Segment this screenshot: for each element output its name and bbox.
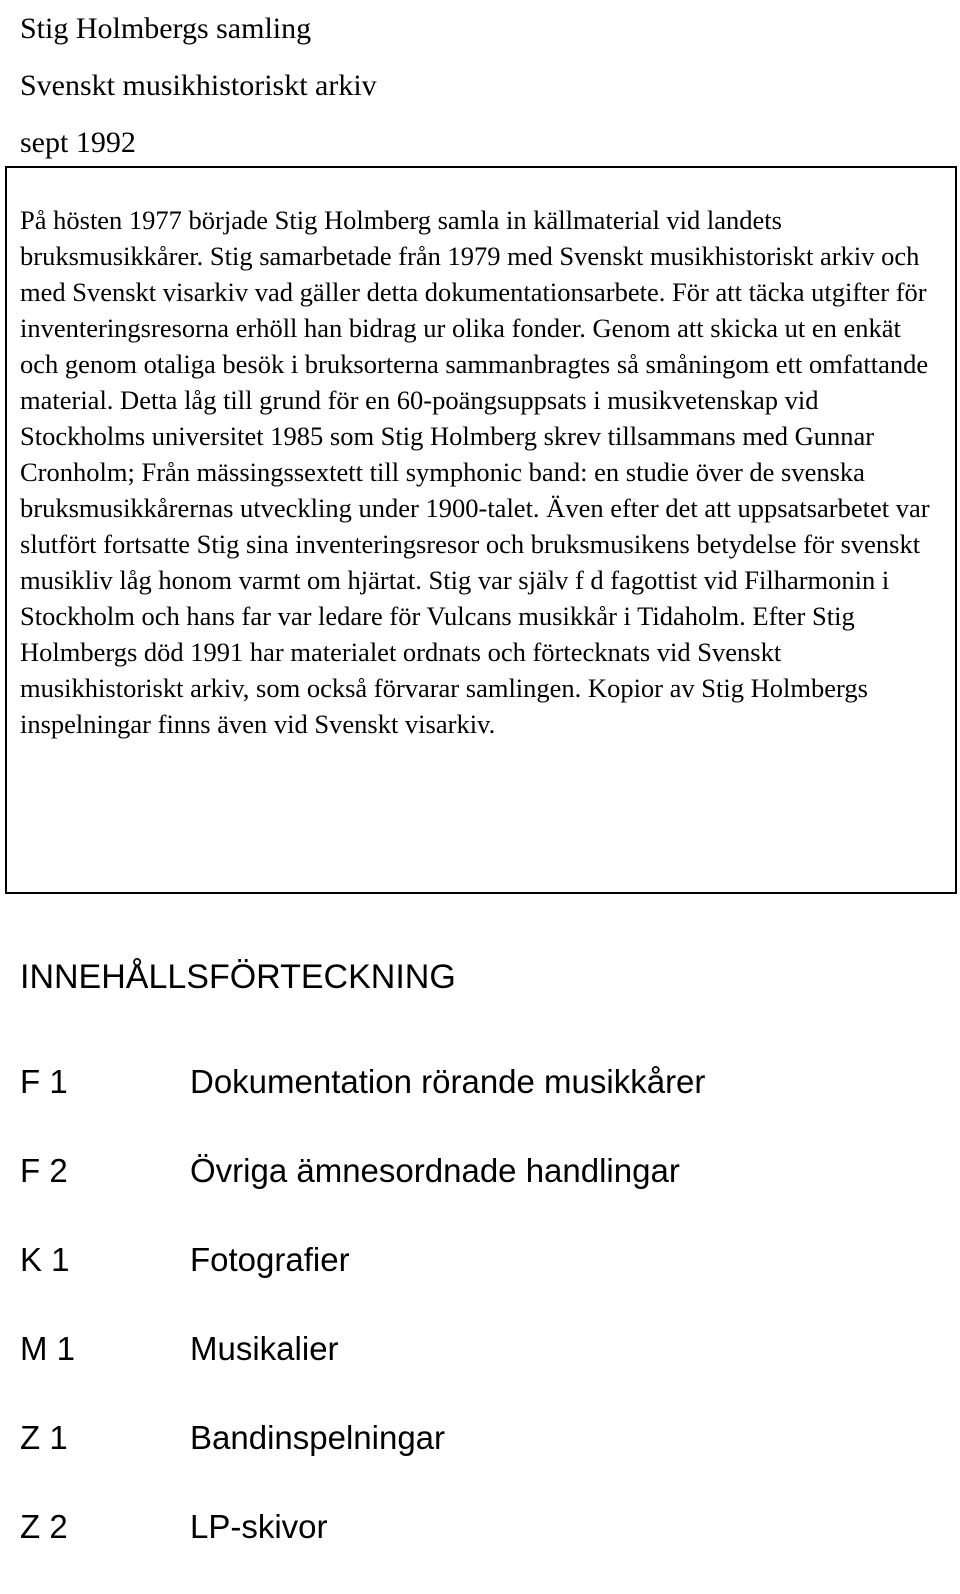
toc-item-code: F 1 [20, 1063, 68, 1100]
toc-item [20, 1060, 940, 1149]
toc-item-code: Z 2 [20, 1508, 68, 1545]
intro-box [5, 166, 957, 894]
toc-item-code: F 2 [20, 1152, 68, 1189]
toc-item [20, 1238, 940, 1327]
toc-item-title: LP-skivor [190, 1508, 328, 1545]
toc-heading: INNEHÅLLSFÖRTECKNING [20, 958, 456, 996]
toc-item-title: Musikalier [190, 1330, 339, 1367]
toc-item [20, 1505, 940, 1594]
toc-item-title: Fotografier [190, 1241, 350, 1278]
document-date: sept 1992 [20, 126, 136, 159]
toc-item-title: Övriga ämnesordnade handlingar [190, 1152, 680, 1189]
document-header [20, 0, 377, 171]
toc-item-code: M 1 [20, 1330, 76, 1367]
toc-list [20, 1060, 940, 1594]
toc-item [20, 1416, 940, 1505]
collection-title: Stig Holmbergs samling [20, 12, 312, 45]
intro-paragraph: På hösten 1977 började Stig Holmberg samla in källmaterial vid landets bruksmusikkårer. Stig samarbetade från 1979 med Svenskt musikhistoriskt arkiv och med Svenskt visarkiv vad gäller detta dokumentationsarbete. För att täcka utgifter för inventeringsresorna erhöll han bidrag ur olika fonder. Genom att skicka ut en enkät och genom otaliga besök i bruksorterna sammanbragtes så småningom ett omfattande material. Detta låg till grund för en 60-poängsuppsats i musikvetenskap vid Stockholms universitet 1985 som Stig Holmberg skrev tillsammans med Gunnar Cronholm; Från mässingssextett till symphonic band: en studie över de svenska bruksmusikkårernas utveckling under 1900-talet. Även efter det att uppsatsarbetet var slutfört fortsatte Stig sina inventeringsresor och bruksmusikens betydelse för svenskt musikliv låg honom varmt om hjärtat. Stig var själv f d fagottist vid Filharmonin i Stockholm och hans far var ledare för Vulcans musikkår i Tidaholm. Efter Stig Holmbergs död 1991 har materialet ordnats och förtecknats vid Svenskt musikhistoriskt arkiv, som också förvarar samlingen. Kopior av Stig Holmbergs inspelningar finns även vid Svenskt visarkiv. [20, 205, 930, 739]
toc-item-code: Z 1 [20, 1419, 68, 1456]
toc-item-title: Dokumentation rörande musikkårer [190, 1063, 706, 1100]
archive-name: Svenskt musikhistoriskt arkiv [20, 69, 377, 102]
toc-item-title: Bandinspelningar [190, 1419, 446, 1456]
toc-item [20, 1327, 940, 1416]
toc-item-code: K 1 [20, 1241, 70, 1278]
toc-item [20, 1149, 940, 1238]
